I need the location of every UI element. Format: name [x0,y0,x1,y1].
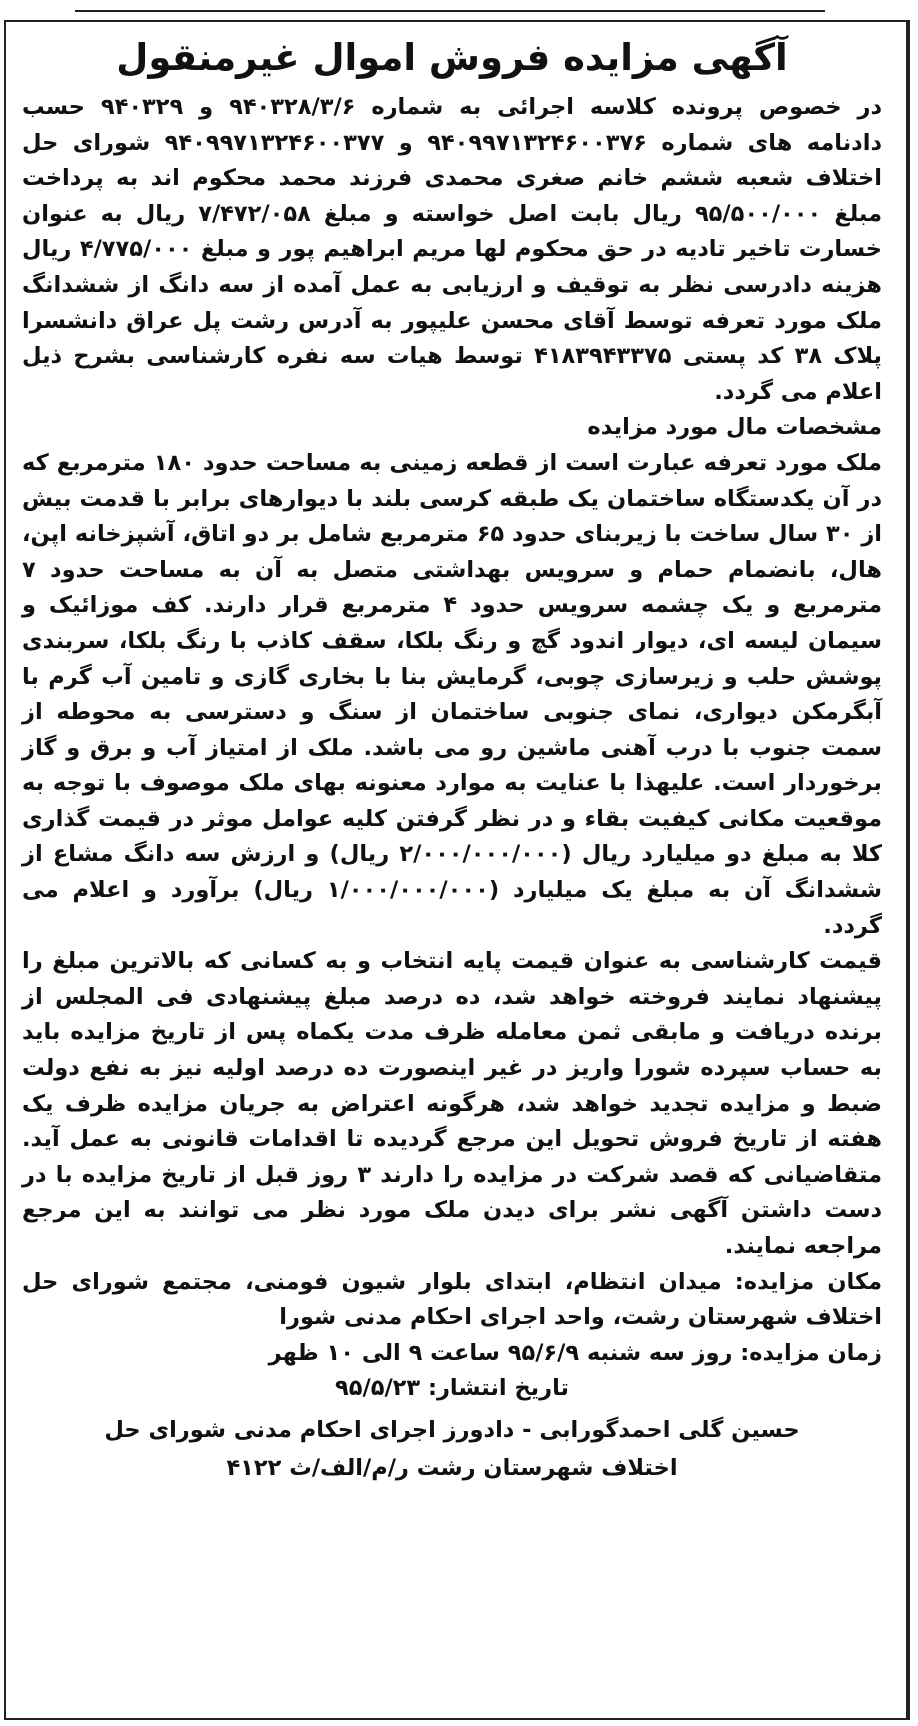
top-rule [75,10,825,12]
specs-heading: مشخصات مال مورد مزایده [587,414,882,441]
signature-line-2: اختلاف شهرستان رشت ر/م/الف/ث ۴۱۲۲ [226,1454,678,1481]
publish-date: تاریخ انتشار: ۹۵/۵/۲۳ [335,1375,569,1402]
notice-title: آگهی مزایده فروش اموال غیرمنقول [116,36,788,79]
auction-notice [22,32,882,1487]
specs-paragraph: ملک مورد تعرفه عبارت است از قطعه زمینی به مساحت حدود ۱۸۰ مترمربع که در آن یکدستگاه ساختمان یک طبقه کرسی بلند با دیوارهای برابر با قدمت بیش از ۳۰ سال ساخت با زیربنای حدود ۶۵ مترمربع شامل بر دو اتاق، آشپزخانه اپن، هال، بانضمام حمام و سرویس بهداشتی متصل به آن به مساحت حدود ۷ مترمربع و یک چشمه سرویس حدود ۴ مترمربع قرار دارند. کف موزائیک و سیمان لیسه ای، دیوار اندود گچ و رنگ بلکا، سقف کاذب با رنگ بلکا، سربندی پوشش حلب و زیرسازی چوبی، گرمایش بنا با بخاری گازی و تامین آب گرم با آبگرمکن دیواری، نمای جنوبی ساختمان از سنگ و دسترسی به محوطه از سمت جنوب با درب آهنی ماشین رو می باشد. ملک از امتیاز آب و برق و گاز برخوردار است. علیهذا با عنایت به موارد معنونه بهای ملک موصوف با توجه به موقعیت مکانی کیفیت بقاء و در نظر گرفتن کلیه عوامل موثر در قیمت گذاری کلا به مبلغ دو میلیارد ریال (۲/۰۰۰/۰۰۰/۰۰۰ ریال) و ارزش سه دانگ مشاع از ششدانگ آن به مبلغ یک میلیارد (۱/۰۰۰/۰۰۰/۰۰۰ ریال) برآورد و اعلام می گردد. [22,449,882,939]
terms-paragraph: قیمت کارشناسی به عنوان قیمت پایه انتخاب و به کسانی که بالاترین مبلغ را پیشنهاد نمایند فروخته خواهد شد، ده درصد مبلغ پیشنهادی فی المجلس از برنده دریافت و مابقی ثمن معامله ظرف مدت یکماه پس از تاریخ مزایده باید به حساب سپرده شورا واریز در غیر اینصورت ده درصد اولیه نیز به نفع دولت ضبط و مزایده تجدید خواهد شد، هرگونه اعتراض به جریان مزایده ظرف یک هفته از تاریخ فروش تحویل این مرجع گردیده تا اقدامات قانونی به عمل آید. متقاضیانی که قصد شرکت در مزایده را دارند ۳ روز قبل از تاریخ مزایده با در دست داشتن آگهی نشر برای دیدن ملک مورد نظر می توانند به این مرجع مراجعه نمایند. [22,948,883,1259]
intro-paragraph: در خصوص پرونده کلاسه اجرائی به شماره ۹۴۰۳۲۸/۳/۶ و ۹۴۰۳۲۹ حسب دادنامه های شماره ۹۴۰۹۹۷۱۳۲۴۶۰۰۳۷۶ و ۹۴۰۹۹۷۱۳۲۴۶۰۰۳۷۷ شورای حل اختلاف شعبه ششم خانم صغری محمدی فرزند محمد محکوم اند به پرداخت مبلغ ۹۵/۵۰۰/۰۰۰ ریال بابت اصل خواسته و مبلغ ۷/۴۷۲/۰۵۸ ریال به عنوان خسارت تاخیر تادیه در حق محکوم لها مریم ابراهیم پور و مبلغ ۴/۷۷۵/۰۰۰ ریال هزینه دادرسی نظر به توقیف و ارزیابی به عمل آمده از سه دانگ از ششدانگ ملک مورد تعرفه توسط آقای محسن علیپور به آدرس رشت پل عراق دانشسرا پلاک ۳۸ کد پستی ۴۱۸۳۹۴۳۳۷۵ توسط هیات سه نفره کارشناسی بشرح ذیل اعلام می گردد. [22,94,883,405]
location-paragraph: مکان مزایده: میدان انتظام، ابتدای بلوار شیون فومنی، مجتمع شورای حل اختلاف شهرستان رشت، واحد اجرای احکام مدنی شورا [22,1268,882,1331]
auction-time: زمان مزایده: روز سه شنبه ۹۵/۶/۹ ساعت ۹ الی ۱۰ ظهر [268,1339,882,1366]
signature-line-1: حسین گلی احمدگورابی - دادورز اجرای احکام مدنی شورای حل [104,1416,800,1443]
